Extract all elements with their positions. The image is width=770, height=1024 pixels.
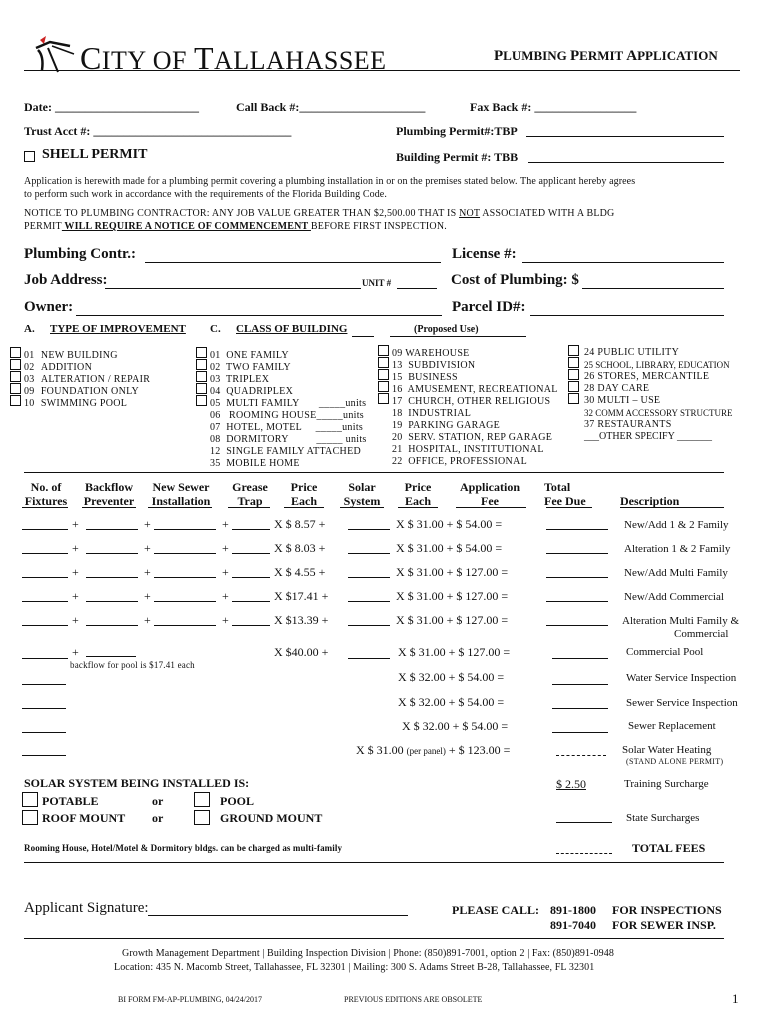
sewer-service-desc: Sewer Service Inspection xyxy=(626,697,738,709)
pool-solar-input[interactable] xyxy=(348,658,390,659)
potable-label: POTABLE xyxy=(42,794,99,808)
fax-back-field[interactable]: Fax Back #: _________________ xyxy=(470,100,637,114)
hdr-description: Description xyxy=(620,494,680,508)
total-fee-input[interactable] xyxy=(546,529,608,530)
cost-label: Cost of Plumbing: $ xyxy=(451,272,579,288)
row-description: New/Add Commercial xyxy=(624,591,724,603)
header-rule xyxy=(24,70,740,71)
hdr-underline xyxy=(228,507,270,508)
job-address-line[interactable] xyxy=(105,288,361,289)
pool-label: POOL xyxy=(220,794,255,808)
water-desc: Water Service Inspection xyxy=(626,672,737,684)
ground-mount-checkbox[interactable] xyxy=(194,810,210,825)
shell-permit-checkbox[interactable] xyxy=(24,151,35,162)
grease-input[interactable] xyxy=(232,601,270,602)
pool-total-input[interactable] xyxy=(552,658,608,659)
hdr-fixtures: No. of Fixtures xyxy=(24,480,68,508)
or-label-2: or xyxy=(152,811,164,825)
improvement-checkbox[interactable] xyxy=(10,347,21,358)
pool-desc: Commercial Pool xyxy=(626,646,704,658)
fixtures-input[interactable] xyxy=(22,553,68,554)
plus-sign: + xyxy=(72,565,79,579)
inspections-label: FOR INSPECTIONS xyxy=(612,903,722,917)
fixtures-input[interactable] xyxy=(22,625,68,626)
parcel-line[interactable] xyxy=(530,315,724,316)
building-permit-line[interactable] xyxy=(528,162,724,163)
solar-fixtures-input[interactable] xyxy=(22,755,66,756)
price-each: X $ 8.57 + xyxy=(274,517,326,531)
hdr-solar: Solar System xyxy=(343,480,381,508)
use-item-25: 25 SCHOOL, LIBRARY, EDUCATION xyxy=(584,360,730,370)
class-list: 01 ONE FAMILY 02 TWO FAMILY 03 TRIPLEX 04 QUADRIPLEX 05 MULTI FAMILY _____units 06 ROOMING HOUSE_____units 07 HOTEL, MOTEL _____units 08 DORMITORY _____ units 12 SINGLE FAMILY ATTACHED 35 MOBILE HOME xyxy=(210,350,367,469)
solar-input[interactable] xyxy=(348,625,390,626)
use-checkbox[interactable] xyxy=(378,393,389,404)
price-each: X $13.39 + xyxy=(274,613,329,627)
use-item-other[interactable]: ___OTHER SPECIFY _______ xyxy=(584,431,712,442)
notice-line-3: NOTICE TO PLUMBING CONTRACTOR: ANY JOB VALUE GREATER THAN $2,500.00 THAT IS NOT ASSOCIATED WITH A BLDG xyxy=(24,208,615,219)
ground-mount-label: GROUND MOUNT xyxy=(220,811,323,825)
plus-sign: + xyxy=(222,565,229,579)
proposed-use-label: (Proposed Use) xyxy=(414,324,479,335)
plus-sign: + xyxy=(144,517,151,531)
training-label: Training Surcharge xyxy=(624,778,709,790)
notice-line-4: PERMIT WILL REQUIRE A NOTICE OF COMMENCEMENT BEFORE FIRST INSPECTION. xyxy=(24,221,447,232)
plumbing-permit-line[interactable] xyxy=(526,136,724,137)
water-formula: X $ 32.00 + $ 54.00 = xyxy=(398,670,505,684)
bottom-section-rule xyxy=(24,862,724,863)
unit-label: UNIT # xyxy=(362,278,392,288)
plus-sign: + xyxy=(144,613,151,627)
backflow-input[interactable] xyxy=(86,625,138,626)
grease-input[interactable] xyxy=(232,529,270,530)
price-each: X $ 4.55 + xyxy=(274,565,326,579)
sewer-service-total-input[interactable] xyxy=(552,708,608,709)
solar-title: SOLAR SYSTEM BEING INSTALLED IS: xyxy=(24,776,250,790)
rooming-note: Rooming House, Hotel/Motel & Dormitory bldgs. can be charged as multi-family xyxy=(24,843,343,853)
pool-note: backflow for pool is $17.41 each xyxy=(70,660,195,670)
contractor-line[interactable] xyxy=(145,262,441,263)
plus-sign: + xyxy=(222,589,229,603)
solar-formula: X $ 31.00 (per panel) + $ 123.00 = xyxy=(356,743,511,757)
backflow-input[interactable] xyxy=(86,577,138,578)
roof-mount-label: ROOF MOUNT xyxy=(42,811,126,825)
pool-backflow-input[interactable] xyxy=(86,656,136,657)
section-rule xyxy=(24,472,724,473)
signature-label: Applicant Signature: xyxy=(24,900,149,916)
use-checkbox[interactable] xyxy=(378,357,389,368)
proposed-use-underline xyxy=(390,336,526,337)
use-item-28: 28 DAY CARE xyxy=(584,383,650,394)
inspections-number: 891-1800 xyxy=(550,903,596,917)
improvement-checkbox[interactable] xyxy=(10,395,21,406)
price-each: X $ 8.03 + xyxy=(274,541,326,555)
unit-line[interactable] xyxy=(397,288,437,289)
page-number: 1 xyxy=(732,991,739,1006)
sewer-repl-desc: Sewer Replacement xyxy=(628,720,716,732)
total-fee-input[interactable] xyxy=(546,625,608,626)
potable-checkbox[interactable] xyxy=(22,792,38,807)
grease-input[interactable] xyxy=(232,625,270,626)
cost-line[interactable] xyxy=(582,288,724,289)
please-call-label: PLEASE CALL: xyxy=(452,903,540,917)
row-description: New/Add 1 & 2 Family xyxy=(624,519,729,531)
section-a-letter: A. xyxy=(24,323,35,335)
solar-desc-2: (STAND ALONE PERMIT) xyxy=(626,757,724,766)
hdr-underline xyxy=(546,507,592,508)
grease-input[interactable] xyxy=(232,577,270,578)
plumbing-permit-label: Plumbing Permit#:TBP xyxy=(396,124,518,138)
fixtures-input[interactable] xyxy=(22,529,68,530)
hdr-underline xyxy=(284,507,324,508)
class-checkbox[interactable] xyxy=(196,383,207,394)
class-checkbox[interactable] xyxy=(196,359,207,370)
parcel-label: Parcel ID#: xyxy=(452,299,526,315)
class-checkbox[interactable] xyxy=(196,371,207,382)
hdr-underline xyxy=(82,507,136,508)
solar-input[interactable] xyxy=(348,601,390,602)
hdr-sewer: New Sewer Installation xyxy=(151,480,211,508)
state-surcharge-label: State Surcharges xyxy=(626,812,700,824)
total-fee-input[interactable] xyxy=(546,577,608,578)
hdr-underline xyxy=(22,507,68,508)
app-fee-formula: X $ 31.00 + $ 54.00 = xyxy=(396,541,503,555)
shell-permit-label: SHELL PERMIT xyxy=(42,147,148,162)
water-total-input[interactable] xyxy=(552,684,608,685)
hdr-app-fee: Application Fee xyxy=(459,480,520,508)
trust-acct-field[interactable]: Trust Acct #: _________________________________ xyxy=(24,124,292,138)
sewer-input[interactable] xyxy=(154,577,216,578)
plus-sign: + xyxy=(222,517,229,531)
obsolete-note: PREVIOUS EDITIONS ARE OBSOLETE xyxy=(344,995,483,1004)
state-surcharge-input[interactable] xyxy=(556,822,612,823)
sewer-input[interactable] xyxy=(154,601,216,602)
sewer-service-formula: X $ 32.00 + $ 54.00 = xyxy=(398,695,505,709)
sewer-number: 891-7040 xyxy=(550,918,596,932)
backflow-input[interactable] xyxy=(86,553,138,554)
plus-sign: + xyxy=(72,589,79,603)
hdr-underline xyxy=(620,507,724,508)
use-item-24: 24 PUBLIC UTILITY xyxy=(584,347,680,358)
footer-line-2: Location: 435 N. Macomb Street, Tallahassee, FL 32301 | Mailing: 300 S. Adams Street B-28, Tallahassee, FL 32301 xyxy=(114,962,595,973)
license-label: License #: xyxy=(452,246,517,262)
water-fixtures-input[interactable] xyxy=(22,684,66,685)
total-fee-input[interactable] xyxy=(546,553,608,554)
improvement-checkbox[interactable] xyxy=(10,359,21,370)
plus-sign: + xyxy=(222,613,229,627)
row5-desc-line2: Commercial xyxy=(674,628,729,640)
job-address-label: Job Address: xyxy=(24,272,108,288)
section-a-title: TYPE OF IMPROVEMENT xyxy=(50,323,186,335)
plus-sign: + xyxy=(72,517,79,531)
license-line[interactable] xyxy=(522,262,724,263)
improvement-checkbox[interactable] xyxy=(10,371,21,382)
sewer-repl-total-input[interactable] xyxy=(552,732,608,733)
sewer-repl-formula: X $ 32.00 + $ 54.00 = xyxy=(402,719,509,733)
fixtures-input[interactable] xyxy=(22,577,68,578)
fixtures-input[interactable] xyxy=(22,601,68,602)
section-c-title: CLASS OF BUILDING xyxy=(236,323,348,335)
app-fee-formula: X $ 31.00 + $ 54.00 = xyxy=(396,517,503,531)
use-item-26: 26 STORES, MERCANTILE xyxy=(584,371,710,382)
owner-line[interactable] xyxy=(76,315,442,316)
use-checkbox[interactable] xyxy=(568,381,579,392)
contractor-label: Plumbing Contr.: xyxy=(24,246,136,262)
use-checkbox[interactable] xyxy=(568,357,579,368)
use-checkbox[interactable] xyxy=(378,369,389,380)
total-fees-input[interactable] xyxy=(556,853,612,854)
hdr-price-each: Price Each xyxy=(290,480,318,508)
owner-label: Owner: xyxy=(24,299,74,315)
sewer-insp-label: FOR SEWER INSP. xyxy=(612,918,716,932)
use-checkbox[interactable] xyxy=(568,393,579,404)
hdr-underline xyxy=(398,507,438,508)
improvement-list: 01 NEW BUILDING 02 ADDITION 03 ALTERATION / REPAIR 09 FOUNDATION ONLY 10 SWIMMING POOL xyxy=(24,350,151,409)
notice-line-1: Application is herewith made for a plumbing permit covering a plumbing installation in or on the premises stated below. The applicant hereby agrees xyxy=(24,176,636,187)
hdr-total-fee: Total Fee Due xyxy=(544,480,586,508)
app-fee-formula: X $ 31.00 + $ 127.00 = xyxy=(396,589,509,603)
hdr-grease: Grease Trap xyxy=(232,480,268,508)
price-each: X $17.41 + xyxy=(274,589,329,603)
training-amount: $ 2.50 xyxy=(556,777,586,791)
building-permit-label: Building Permit #: TBB xyxy=(396,150,519,164)
footer-rule xyxy=(24,938,724,939)
plus-sign: + xyxy=(222,541,229,555)
city-logo xyxy=(30,34,76,74)
use-item-37: 37 RESTAURANTS xyxy=(584,419,672,430)
sewer-input[interactable] xyxy=(154,529,216,530)
footer-line-1: Growth Management Department | Building Inspection Division | Phone: (850)891-7001, option 2 | Fax: (850)891-0948 xyxy=(122,948,614,959)
grease-input[interactable] xyxy=(232,553,270,554)
use-item-30: 30 MULTI – USE xyxy=(584,395,661,406)
date-field[interactable]: Date: ________________________ xyxy=(24,100,199,114)
hdr-underline xyxy=(148,507,212,508)
solar-input[interactable] xyxy=(348,529,390,530)
app-fee-formula: X $ 31.00 + $ 127.00 = xyxy=(396,613,509,627)
total-fee-input[interactable] xyxy=(546,601,608,602)
pool-plus: + xyxy=(72,645,79,659)
class-checkbox[interactable] xyxy=(196,395,207,406)
app-fee-formula: X $ 31.00 + $ 127.00 = xyxy=(396,565,509,579)
hdr-backflow: Backflow Preventer xyxy=(83,480,135,508)
backflow-input[interactable] xyxy=(86,601,138,602)
row-description: New/Add Multi Family xyxy=(624,567,728,579)
sewer-input[interactable] xyxy=(154,625,216,626)
use-list-a: 09 WAREHOUSE 13 SUBDIVISION 15 BUSINESS 16 AMUSEMENT, RECREATIONAL 17 CHURCH, OTHER RELIGIOUS 18 INDUSTRIAL 19 PARKING GARAGE 20 SERV. STATION, REP GARAGE 21 HOSPITAL, INSTITUTIONAL 22 OFFICE, PROFESSIONAL xyxy=(392,348,558,467)
section-c-underline xyxy=(352,336,374,337)
roof-mount-checkbox[interactable] xyxy=(22,810,38,825)
form-id: BI FORM FM-AP-PLUMBING, 04/24/2017 xyxy=(118,995,263,1004)
plus-sign: + xyxy=(144,565,151,579)
class-checkbox[interactable] xyxy=(196,347,207,358)
solar-total-input[interactable] xyxy=(556,755,606,756)
pool-price: X $40.00 + xyxy=(274,645,329,659)
or-label-1: or xyxy=(152,794,164,808)
row-description: Alteration 1 & 2 Family xyxy=(624,543,731,555)
signature-line[interactable] xyxy=(148,915,408,916)
call-back-field[interactable]: Call Back #:_____________________ xyxy=(236,100,426,114)
section-c-letter: C. xyxy=(210,323,221,335)
plus-sign: + xyxy=(144,541,151,555)
backflow-input[interactable] xyxy=(86,529,138,530)
sewer-service-fixtures-input[interactable] xyxy=(22,708,66,709)
use-checkbox[interactable] xyxy=(568,345,579,356)
pool-checkbox[interactable] xyxy=(194,792,210,807)
plus-sign: + xyxy=(72,541,79,555)
notice-line-2: to perform such work in accordance with the requirements of the Florida Building Code. xyxy=(24,189,387,200)
solar-desc: Solar Water Heating xyxy=(622,744,712,756)
use-checkbox[interactable] xyxy=(378,381,389,392)
page-title: PLUMBING PERMIT APPLICATION xyxy=(494,48,718,64)
improvement-checkbox[interactable] xyxy=(10,383,21,394)
row-description: Alteration Multi Family & xyxy=(622,615,740,627)
pool-fixtures-input[interactable] xyxy=(22,658,68,659)
use-checkbox[interactable] xyxy=(378,345,389,356)
plus-sign: + xyxy=(72,613,79,627)
solar-input[interactable] xyxy=(348,577,390,578)
hdr-price-each-2: Price Each xyxy=(404,480,432,508)
sewer-repl-fixtures-input[interactable] xyxy=(22,732,66,733)
hdr-underline xyxy=(456,507,526,508)
hdr-underline xyxy=(340,507,384,508)
pool-price2: X $ 31.00 + $ 127.00 = xyxy=(398,645,511,659)
sewer-input[interactable] xyxy=(154,553,216,554)
plus-sign: + xyxy=(144,589,151,603)
use-item-32: 32 COMM ACCESSORY STRUCTURE xyxy=(584,408,733,418)
total-fees-label: TOTAL FEES xyxy=(632,841,706,855)
solar-input[interactable] xyxy=(348,553,390,554)
org-name: CITY OF TALLAHASSEE xyxy=(80,40,387,76)
use-checkbox[interactable] xyxy=(568,369,579,380)
